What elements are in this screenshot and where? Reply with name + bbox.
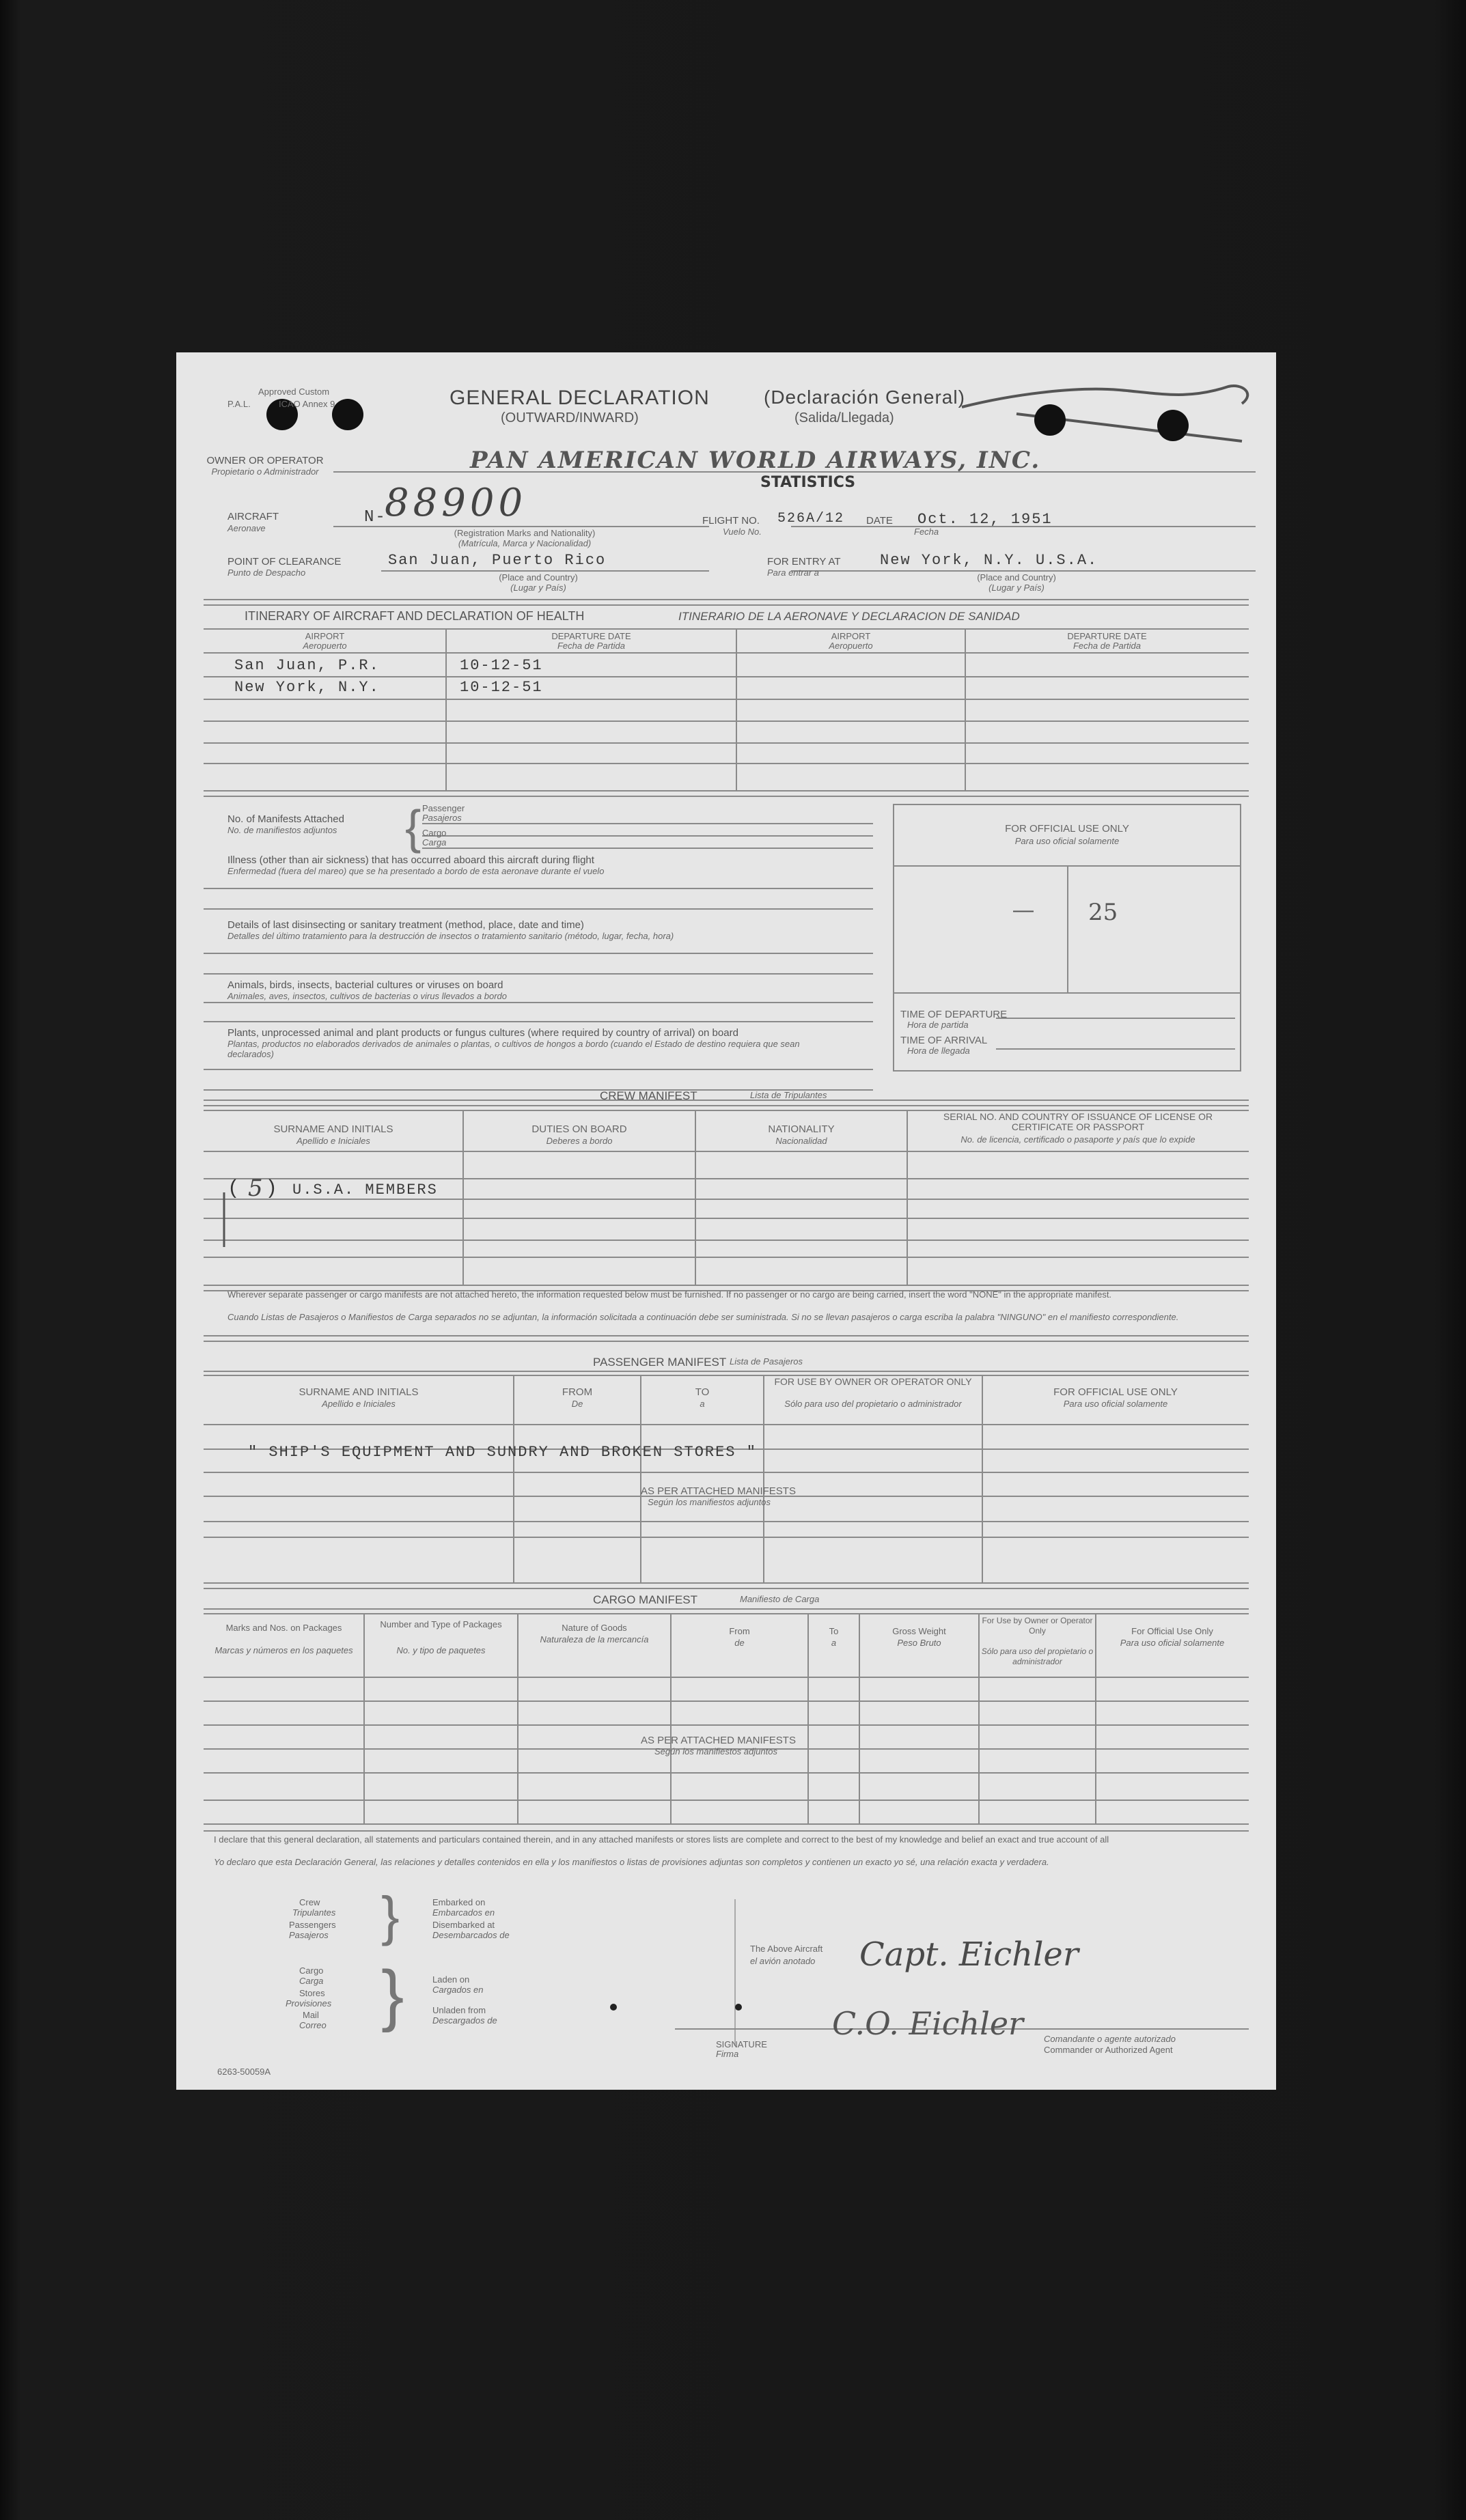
date-label: DATE [866, 515, 893, 527]
decl-stores-label-spanish: Provisiones [286, 1998, 332, 2008]
passenger-col-to-spanish: a [700, 1399, 705, 1409]
crew-count: 5 [248, 1175, 263, 1202]
cargo-col-number: Number and Type of Packages [380, 1619, 502, 1629]
punch-hole [1034, 404, 1066, 436]
crew-col-nationality: NATIONALITY [768, 1123, 835, 1135]
decl-crew-label: Crew [299, 1897, 320, 1907]
cargo-attached-manifests: AS PER ATTACHED MANIFESTS [641, 1735, 796, 1746]
itinerary-col-airport-2: AIRPORT [831, 631, 871, 641]
clearance-place-note: (Place and Country) [499, 572, 578, 583]
form-title: GENERAL DECLARATION [450, 387, 710, 409]
flight-number: 526A/12 [777, 511, 845, 527]
departure-time-label: TIME OF DEPARTURE [900, 1009, 1008, 1020]
registration-note: (Registration Marks and Nationality) [454, 528, 596, 538]
itinerary-title-spanish: ITINERARIO DE LA AERONAVE Y DECLARACION DE SANIDAD [678, 610, 1020, 623]
disinsecting-label-spanish: Detalles del último tratamiento para la destrucción de insectos o tratamiento sanitario (método, lugar, fecha, hora) [227, 931, 674, 941]
crew-entry: U.S.A. MEMBERS [292, 1181, 438, 1199]
animals-label: Animals, birds, insects, bacterial cultures or viruses on board [227, 979, 503, 991]
crew-count-paren-close: ) [268, 1176, 275, 1199]
passenger-attached-manifests-spanish: Según los manifiestos adjuntos [648, 1497, 771, 1507]
manifests-attached-label-spanish: No. de manifiestos adjuntos [227, 825, 337, 835]
passenger-attached-manifests: AS PER ATTACHED MANIFESTS [641, 1485, 796, 1497]
crew-col-name-spanish: Apellido e Iniciales [296, 1136, 370, 1146]
crew-manifest-title-spanish: Lista de Tripulantes [750, 1090, 827, 1100]
itinerary-col-departure: DEPARTURE DATE [551, 631, 631, 641]
general-declaration-form [176, 352, 1276, 2090]
decl-embarked-label: Embarked on [432, 1897, 486, 1907]
ink-dot [610, 2004, 617, 2011]
illness-label-spanish: Enfermedad (fuera del mareo) que se ha presentado a bordo de esta aeronave durante el vuelo [227, 866, 605, 876]
cargo-col-marks-spanish: Marcas y números en los paquetes [215, 1645, 353, 1655]
passenger-col-official-spanish: Para uso oficial solamente [1063, 1399, 1168, 1409]
cargo-col-owner-spanish: Sólo para uso del propietario o administrador [981, 1647, 1094, 1666]
entry-label: FOR ENTRY AT [767, 556, 841, 568]
itinerary-row-1-date: 10-12-51 [460, 657, 543, 674]
passenger-col-owner-spanish: Sólo para uso del propietario o administrador [784, 1399, 962, 1409]
cargo-manifest-title-spanish: Manifiesto de Carga [740, 1594, 820, 1604]
cargo-col-official-spanish: Para uso oficial solamente [1120, 1638, 1225, 1648]
plants-label: Plants, unprocessed animal and plant products or fungus cultures (where required by country of arrival) on board [227, 1027, 738, 1039]
declaration-text: I declare that this general declaration, all statements and particulars contained therein, and in any attached manifests or stores lists are complete and correct to the best of my knowledge and belief an exact and true account of all [214, 1834, 1109, 1845]
itinerary-col-airport: AIRPORT [305, 631, 345, 641]
crew-col-serial: SERIAL NO. AND COUNTRY OF ISSUANCE OF LICENSE OR CERTIFICATE OR PASSPORT [943, 1111, 1213, 1132]
passenger-col-name-spanish: Apellido e Iniciales [322, 1399, 396, 1409]
official-box-mark: — [1013, 899, 1034, 921]
crew-manifest-title: CREW MANIFEST [600, 1089, 697, 1102]
manifest-note-spanish: Cuando Listas de Pasajeros o Manifiestos de Carga separados no se adjuntan, la información solicitada a continuación debe ser suministrada. Si no se llevan pasajeros o carga escriba la palabra "NINGUNO" en el manifiesto correspondiente. [227, 1312, 1179, 1322]
arrival-time-label-spanish: Hora de llegada [907, 1046, 970, 1056]
cargo-col-marks: Marks and Nos. on Packages [225, 1623, 342, 1633]
signature-handwritten: C.O. Eichler [832, 2005, 1024, 2042]
decl-passengers-label: Passengers [289, 1920, 336, 1930]
flight-number-label-spanish: Vuelo No. [723, 527, 762, 537]
decl-mail-label-spanish: Correo [299, 2020, 327, 2030]
clearance-label: POINT OF CLEARANCE [227, 556, 342, 568]
owner-label-spanish: Propietario o Administrador [211, 466, 319, 477]
form-approval-line2: P.A.L. [227, 399, 251, 409]
cargo-col-from-spanish: de [734, 1638, 745, 1648]
passenger-col-to: TO [695, 1386, 710, 1398]
aircraft-registration: 88900 [385, 481, 527, 525]
manifest-note: Wherever separate passenger or cargo manifests are not attached hereto, the information requested below must be furnished. If no passenger or no cargo are being carried, insert the word "NONE" in the appropriate manifest. [227, 1289, 1112, 1300]
captain-name-handwritten: Capt. Eichler [859, 1935, 1079, 1974]
cargo-attached-manifests-spanish: Según los manifiestos adjuntos [654, 1746, 777, 1756]
itinerary-col-airport-spanish: Aeropuerto [303, 641, 347, 651]
owner-label: OWNER OR OPERATOR [206, 455, 324, 466]
decl-brace-goods: } [381, 1957, 404, 2033]
signature-label-spanish: Firma [716, 2049, 739, 2059]
flight-date: Oct. 12, 1951 [917, 511, 1053, 528]
arrival-time-label: TIME OF ARRIVAL [900, 1035, 988, 1046]
authorized-agent-label-spanish: Comandante o agente autorizado [1044, 2034, 1176, 2044]
animals-label-spanish: Animales, aves, insectos, cultivos de bacterias o virus llevados a bordo [227, 991, 507, 1001]
manifest-cargo-label: Cargo [422, 828, 447, 838]
entry-value: New York, N.Y. U.S.A. [880, 552, 1098, 569]
cargo-col-weight-spanish: Peso Bruto [897, 1638, 941, 1648]
manifests-brace: { [405, 800, 421, 854]
passenger-col-owner: FOR USE BY OWNER OR OPERATOR ONLY [774, 1376, 972, 1387]
entry-place-note: (Place and Country) [977, 572, 1056, 583]
decl-crew-label-spanish: Tripulantes [292, 1907, 336, 1918]
owner-value: PAN AMERICAN WORLD AIRWAYS, INC. [470, 447, 1041, 474]
date-label-spanish: Fecha [914, 527, 939, 537]
itinerary-row-1-airport: San Juan, P.R. [234, 657, 380, 674]
punch-hole [332, 399, 363, 430]
crew-col-nationality-spanish: Nacionalidad [775, 1136, 827, 1146]
decl-embarked-label-spanish: Embarcados en [432, 1907, 495, 1918]
illness-label: Illness (other than air sickness) that has occurred aboard this aircraft during flight [227, 854, 594, 866]
aircraft-label: AIRCRAFT [227, 511, 279, 522]
passenger-col-from: FROM [562, 1386, 593, 1398]
signature-label: SIGNATURE [716, 2039, 767, 2049]
form-approval-line1: Approved Custom [258, 387, 330, 397]
declaration-text-spanish: Yo declaro que esta Declaración General, las relaciones y detalles contenidos en ella y los manifiestos o listas de provisiones adjuntas son completos y contienen un exacto yo sé, una relación exacta y verdadera. [214, 1857, 1049, 1867]
form-subtitle: (OUTWARD/INWARD) [501, 410, 639, 425]
cargo-col-weight: Gross Weight [892, 1626, 946, 1636]
itinerary-row-2-date: 10-12-51 [460, 679, 543, 696]
registration-note-spanish: (Matrícula, Marca y Nacionalidad) [458, 538, 592, 548]
itinerary-col-departure-2-spanish: Fecha de Partida [1073, 641, 1141, 651]
cargo-manifest-title: CARGO MANIFEST [593, 1593, 698, 1606]
form-number: 6263-50059A [217, 2067, 271, 2077]
crew-count-paren-open: ( [230, 1176, 236, 1199]
decl-disembarked-label-spanish: Desembarcados de [432, 1930, 510, 1940]
passenger-manifest-title: PASSENGER MANIFEST [593, 1356, 727, 1369]
aircraft-prefix: N- [364, 508, 387, 527]
cargo-col-official: For Official Use Only [1131, 1626, 1213, 1636]
cargo-col-to-spanish: a [831, 1638, 837, 1648]
entry-place-note-spanish: (Lugar y País) [988, 583, 1045, 593]
decl-disembarked-label: Disembarked at [432, 1920, 495, 1930]
decl-cargo-label-spanish: Carga [299, 1976, 324, 1986]
clearance-place-note-spanish: (Lugar y País) [510, 583, 566, 593]
crew-col-duties-spanish: Deberes a bordo [546, 1136, 613, 1146]
cargo-col-number-spanish: No. y tipo de paquetes [396, 1645, 486, 1655]
above-aircraft-label: The Above Aircraft [750, 1944, 823, 1954]
itinerary-title: ITINERARY OF AIRCRAFT AND DECLARATION OF HEALTH [245, 609, 585, 623]
above-aircraft-label-spanish: el avión anotado [750, 1956, 816, 1966]
decl-mail-label: Mail [303, 2010, 319, 2020]
ink-dot [735, 2004, 742, 2011]
form-title-spanish: (Declaración General) [764, 387, 965, 408]
crew-col-name: SURNAME AND INITIALS [273, 1123, 393, 1135]
clearance-value: San Juan, Puerto Rico [388, 552, 607, 569]
manifest-cargo-label-spanish: Carga [422, 837, 447, 848]
decl-stores-label: Stores [299, 1988, 325, 1998]
punch-hole [1157, 410, 1189, 441]
passenger-col-official: FOR OFFICIAL USE ONLY [1053, 1386, 1178, 1398]
manifest-passenger-label: Passenger [422, 803, 465, 813]
passenger-manifest-title-spanish: Lista de Pasajeros [730, 1356, 803, 1367]
crew-col-duties: DUTIES ON BOARD [531, 1123, 627, 1135]
entry-label-spanish: Para entrar a [767, 568, 819, 578]
itinerary-col-departure-spanish: Fecha de Partida [557, 641, 625, 651]
manifests-attached-label: No. of Manifests Attached [227, 813, 344, 825]
form-approval-line3: ICAO Annex 9 [279, 399, 335, 409]
cargo-col-nature-spanish: Naturaleza de la mercancía [540, 1634, 649, 1644]
cargo-col-nature: Nature of Goods [562, 1623, 627, 1633]
official-box-number: 25 [1088, 899, 1118, 926]
official-box-title: FOR OFFICIAL USE ONLY [1005, 823, 1129, 835]
form-subtitle-spanish: (Salida/Llegada) [794, 410, 894, 425]
decl-passengers-label-spanish: Pasajeros [289, 1930, 329, 1940]
cargo-col-to: To [829, 1626, 839, 1636]
decl-laden-label: Laden on [432, 1974, 470, 1985]
statistics-stamp: STATISTICS [760, 474, 856, 491]
clearance-label-spanish: Punto de Despacho [227, 568, 306, 578]
disinsecting-label: Details of last disinsecting or sanitary treatment (method, place, date and time) [227, 919, 584, 931]
passenger-col-name: SURNAME AND INITIALS [299, 1386, 419, 1398]
decl-unladen-label-spanish: Descargados de [432, 2015, 497, 2026]
itinerary-row-2-airport: New York, N.Y. [234, 679, 380, 696]
cargo-col-owner: For Use by Owner or Operator Only [982, 1616, 1093, 1636]
crew-col-serial-spanish: No. de licencia, certificado o pasaporte y país que lo expide [960, 1134, 1195, 1145]
cargo-col-from: From [729, 1626, 750, 1636]
manifest-passenger-label-spanish: Pasajeros [422, 813, 462, 823]
passenger-col-from-spanish: De [571, 1399, 583, 1409]
passenger-entry: " SHIP'S EQUIPMENT AND SUNDRY AND BROKEN STORES " [248, 1444, 757, 1461]
departure-time-label-spanish: Hora de partida [907, 1020, 969, 1030]
plants-label-spanish: Plantas, productos no elaborados derivados de animales o plantas, o cultivos de hongos a bordo (cuando el Estado de destino requiera que sean declarados) [227, 1039, 800, 1059]
authorized-agent-label: Commander or Authorized Agent [1044, 2045, 1173, 2055]
official-box-title-spanish: Para uso oficial solamente [1014, 836, 1120, 846]
decl-laden-label-spanish: Cargados en [432, 1985, 484, 1995]
decl-unladen-label: Unladen from [432, 2005, 486, 2015]
flight-number-label: FLIGHT NO. [702, 515, 760, 527]
itinerary-col-airport-2-spanish: Aeropuerto [829, 641, 873, 651]
decl-brace-people: } [381, 1886, 400, 1946]
itinerary-col-departure-2: DEPARTURE DATE [1067, 631, 1147, 641]
aircraft-label-spanish: Aeronave [227, 523, 266, 533]
decl-cargo-label: Cargo [299, 1965, 324, 1976]
